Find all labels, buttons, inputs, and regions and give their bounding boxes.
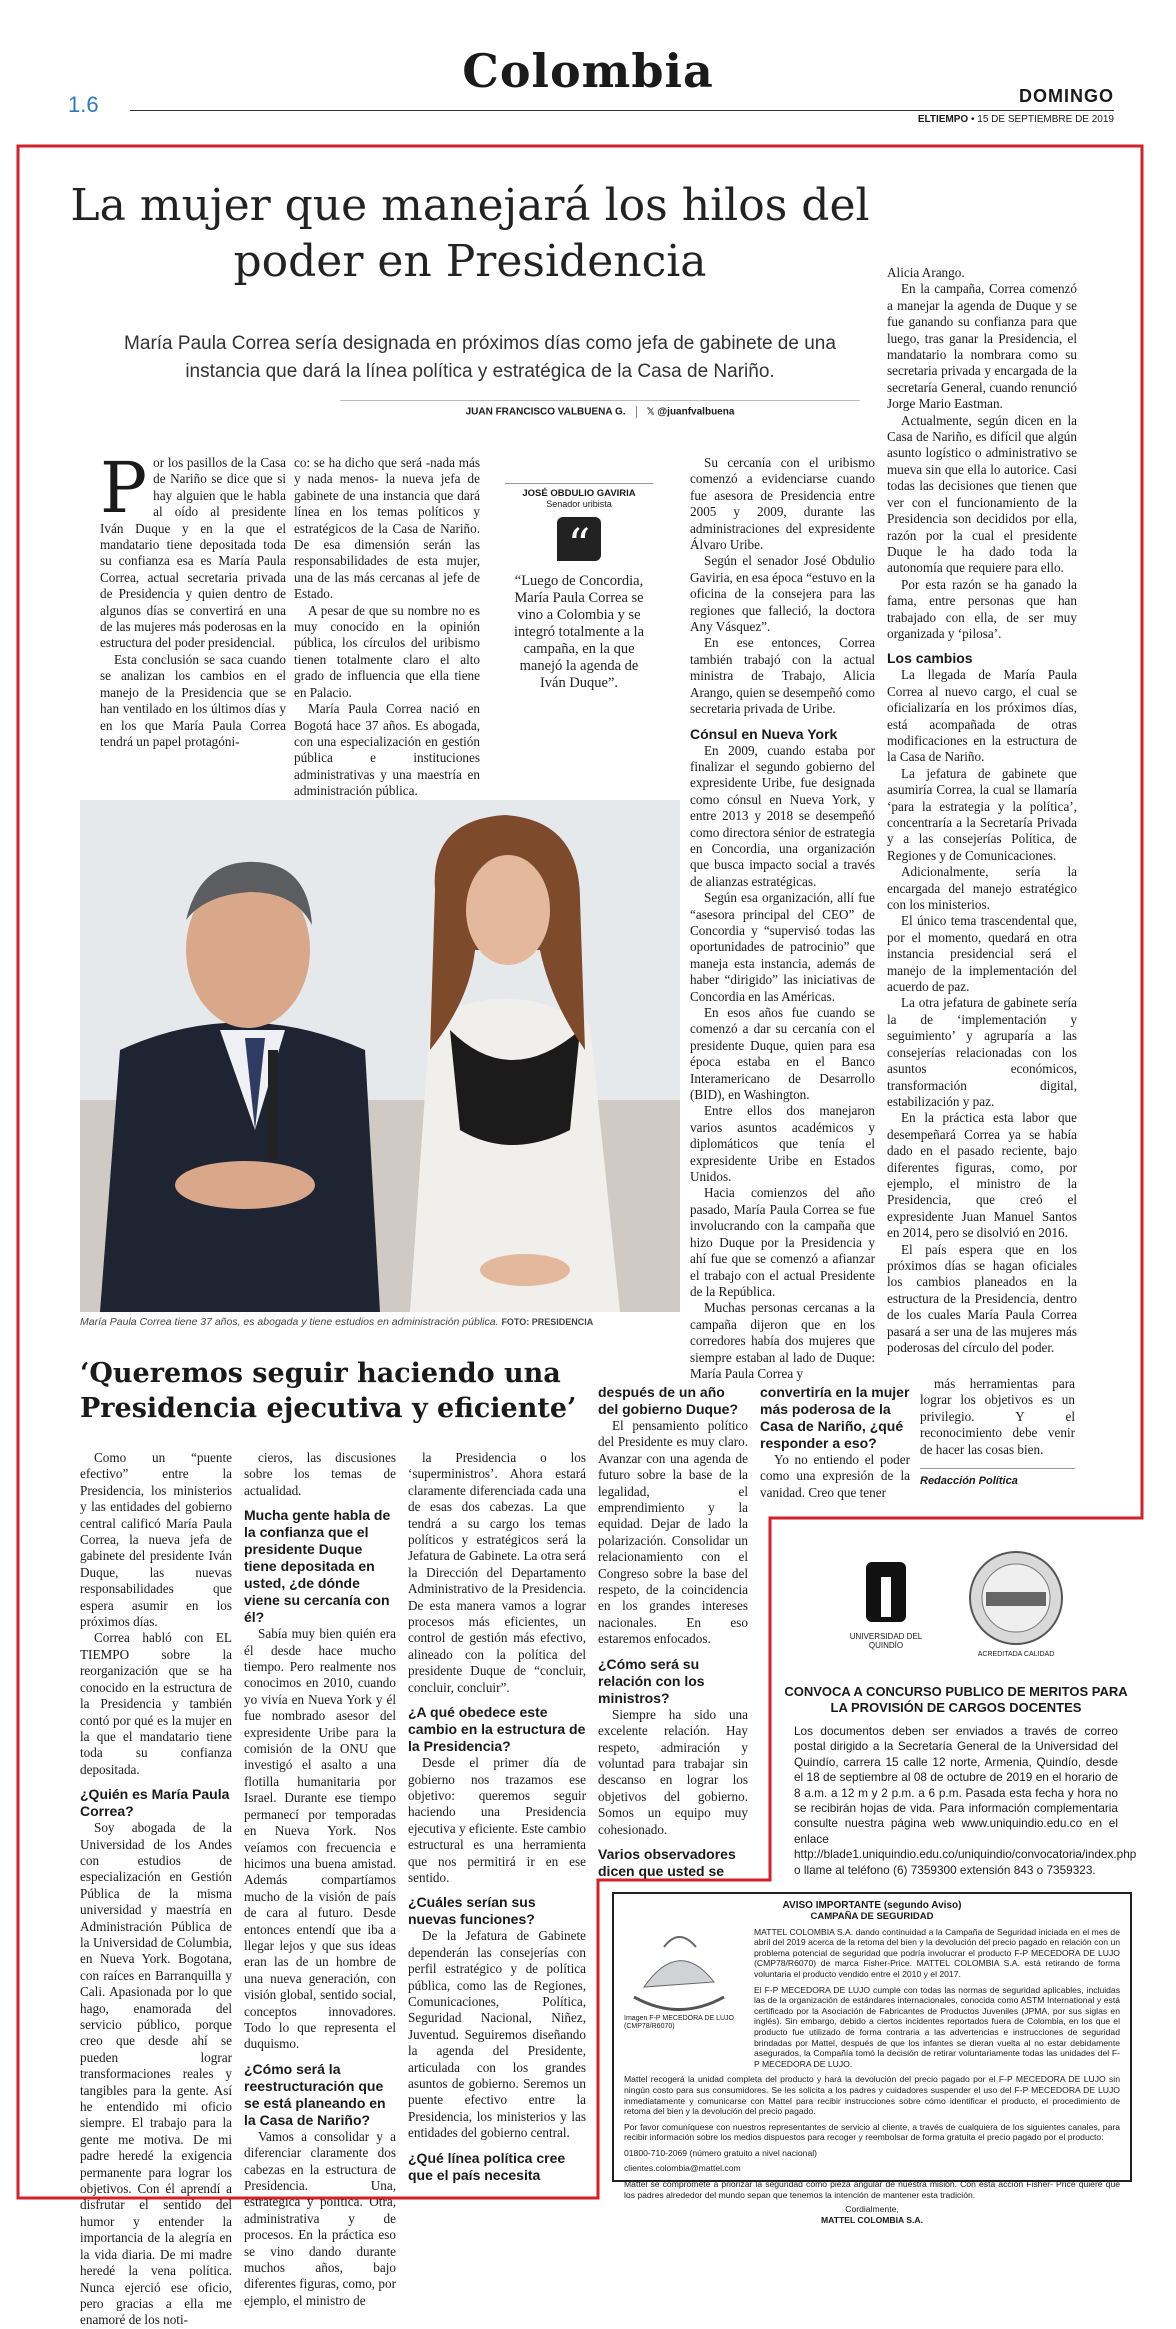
header-rule: [130, 110, 1114, 111]
interview-title: ‘Queremos seguir haciendo una Presidencia ejecutiva y eficiente’: [80, 1358, 577, 1424]
paragraph: Su cercanía con el uribismo comenzó a evidenciarse cuando fue asesora de Presidencia entre 2005 y 2009, durante las administraciones del expresidente Álvaro Uribe.: [690, 455, 875, 553]
byline-rule: [340, 400, 860, 401]
article-column-4: [887, 265, 1077, 1455]
interview-question: ¿Cómo será la reestructuración que se está planeando en la Casa de Nariño?: [244, 2060, 386, 2128]
interview-paragraph: De la Jefatura de Gabinete dependerán las consejerías con perfil estratégico y de política pública, como las de Regiones, Comunicaciones, Política, Seguridad Nacional, Niñez, Juventud. Seguiremos diseñando la agenda del Presidente, articulada con los grandes asuntos de gobierno. Seremos un puente efectivo entre la Presidencia, los ministerios y las entidades del gobierno central.: [408, 1928, 586, 2141]
interview-question: Mucha gente habla de la confianza que el presidente Duque tiene depositada en usted, ¿de dónde viene su cercanía con él?: [244, 1507, 391, 1626]
notice-title: AVISO IMPORTANTE (segundo Aviso): [782, 1900, 962, 1911]
article-column-3: [690, 455, 875, 1455]
interview-question: ¿Qué línea política cree que el país necesita: [408, 2149, 566, 2183]
interview-question: Varios observadores dicen que usted se: [598, 1845, 736, 1879]
interview-question: ¿Cuáles serían sus nuevas funciones?: [408, 1894, 536, 1928]
interview-paragraph: la Presidencia o los ‘superministros’. Ahora estará claramente diferenciada cada una de esas dos cabezas. La que tendrá a su cargo los temas políticos y estratégicos será la Jefatura de Gabinete. La otra será la Dirección del Departamento Administrativo de la Presidencia. De esta manera vamos a lograr procesos más eficientes, un control de gestión más efectivo, alineado con la política del presidente Duque de “concluir, concluir, concluir”.: [408, 1450, 586, 1695]
notice-paragraph: MATTEL COLOMBIA S.A. dando continuidad a la Campaña de Seguridad iniciada en el mes de abril del 2019 acerca de la retoma del bien y la devolución del precio pagado en relación con un problema potencial de seguridad que podría involucrar el producto F-P MECEDORA DE LUJO (CMP78/R6070) de marca Fisher-Price. MATTEL COLOMBIA S.A. está retirando de forma voluntaria el producto vendido entre el 2010 y el 2017.: [754, 1926, 1120, 1979]
paragraph: En 2009, cuando estaba por finalizar el segundo gobierno del expresidente Uribe, fue designada como cónsul en Nueva York, y entre 2013 y 2018 se desempeñó como directora sénior de estrategia en Concordia, una organización que busca impacto social a través de alianzas estratégicas.: [690, 742, 875, 889]
mattel-recall-notice: [612, 1892, 1132, 2225]
article-photo: [80, 800, 680, 1312]
photo-illustration: [80, 800, 680, 1312]
twitter-icon: 𝕏: [646, 406, 655, 418]
notice-subtitle: CAMPAÑA DE SEGURIDAD: [810, 1911, 934, 1922]
seal-text: ACREDITADA CALIDAD: [977, 1651, 1055, 1658]
dropcap: P: [100, 447, 148, 529]
interview-paragraph: Soy abogada de la Universidad de los Andes con estudios de especialización en Gestión Pública de la misma universidad y maestría en Administración Pública de la Universidad de Columbia, en Nueva York. Bogotana, con raíces en Barranquilla y Cali. Apasionada por lo que hago, enamorada del servicio público, porque creo que desde ahí se pueden lograr transformaciones reales y tangibles para la gente. Así he entendido mi oficio siempre. El trabajo para la gente me motiva. De mi padre heredé la exigencia permanente para lograr los objetivos. Con él aprendí a disfrutar el sentido del humor y entender la importancia de la alegría en la vida diaria. De mi madre heredé la vena política. Nunca ejerció ese oficio, pero gracias a ella me enamoré de los noti-: [80, 1820, 232, 2328]
interview-question: ¿A qué obedece este cambio en la estructura de la Presidencia?: [408, 1704, 586, 1755]
notice-email: clientes.colombia@mattel.com: [624, 2163, 741, 2174]
quote-text: “Luego de Concordia, María Paula Correa se vino a Colombia y se integró totalmente a la campaña, en la que manejó la agenda de Iván Duque”.: [513, 573, 645, 691]
university-ad: [780, 1528, 1137, 1886]
interview-column-1: [80, 1450, 232, 2328]
paragraph: Actualmente, según dicen en la Casa de Nariño, es difícil que algún asunto logístico o administrativo se mueva sin que ella lo autorice. Casi todas las decisiones que tienen que ver con el funcionamiento de la Presidencia son decididos por ella, razón por la cual el presidente Duque le ha dado toda la autonomía que requiere para ello.: [887, 412, 1077, 576]
paragraph: Por esta razón se ha ganado la fama, entre personas que han trabajado con ella, de ser muy organizada y ‘pilosa’.: [887, 576, 1077, 641]
publication-date: 15 DE SEPTIEMBRE DE 2019: [977, 114, 1114, 125]
article-column-1: [100, 447, 286, 795]
publication-date-line: ELTIEMPO • 15 DE SEPTIEMBRE DE 2019: [917, 114, 1114, 125]
notice-paragraph: El F-P MECEDORA DE LUJO cumple con todas las normas de seguridad aplicables, incluidas las de la organización de estándares internacionales, conocida como ASTM International y está certificado por la Asociación de Fabricantes de Productos Juveniles (JPMA, por sus siglas en inglés). Sin embargo, debido a ciertos incidentes reportados fuera de Colombia, en los que el producto fue utilizado de forma contraria a las advertencias e instrucciones de seguridad brindadas por Mattel, después de que los infantes se dieran vuelta al no estar debidamente asegurados, la Compañía tomó la decisión de retirar voluntariamente todas las unidades del F-P MECEDORA DE LUJO.: [754, 1984, 1120, 2069]
paragraph: En la campaña, Correa comenzó a manejar la agenda de Duque y se fue ganando su confianza para que luego, tras ganar la Presidencia, el mandatario la nombrara como su secretaria privada y encargada de la secretaría General, cuando renunció Jorge Mario Eastman.: [887, 281, 1077, 412]
interview-paragraph: Yo no entiendo el poder como una expresión de la vanidad. Creo que tener: [760, 1452, 910, 1500]
paragraph: Esta conclusión se saca cuando se analizan los cambios en el manejo de la Presidencia que se han ventilado en los últimos días y en los que María Paula Correa tendrá un papel protagóni-: [100, 651, 286, 749]
product-image-caption: Imagen F-P MECEDORA DE LUJO (CMP78/R6070): [624, 2015, 734, 2031]
paragraph: Entre ellos dos manejaron varios asuntos académicos y diplomáticos que tenía el expresidente Uribe en Estados Unidos.: [690, 1103, 875, 1185]
subhead: Cónsul en Nueva York: [690, 725, 838, 742]
paragraph: La otra jefatura de gabinete sería la de ‘implementación y seguimiento’ y agruparía a las consejerías relacionadas con los asuntos económicos, transformación digital, estabilización y paz.: [887, 995, 1077, 1109]
interview-column-5: [760, 1376, 910, 1526]
paragraph: El país espera que en los próximos días se hagan oficiales los cambios planeados en la estructura de la Presidencia, dentro de los cuales María Paula Correa pasará a ser una de las mujeres más poderosas del círculo del poder.: [887, 1241, 1077, 1355]
paragraph: Según esa organización, allí fue “asesora principal del CEO” de Concordia y “supervisó todas las oportunidades de patrocinio” que maneja esta instancia, además de haber “dirigido” las iniciativas de Concordia en las Américas.: [690, 890, 875, 1004]
notice-top-row: [624, 1927, 1120, 2070]
interview-paragraph: más herramientas para lograr los objetivos es un privilegio. Y el reconocimiento debe venir de hacer las cosas bien.: [920, 1376, 1075, 1457]
interview-question: ¿Quién es María Paula Correa?: [80, 1786, 230, 1820]
quote-mark-icon: “: [557, 517, 601, 561]
publication-name: ELTIEMPO: [917, 114, 969, 125]
seal-icon: [966, 1548, 1066, 1648]
university-logo: [846, 1557, 926, 1650]
paragraph: La jefatura de gabinete que asumiría Correa, la cual se llamaría ‘para la estrategia y la política’, concentraría a la Secretaría Privada y a las consejerías Política, de Regiones y de Comunicaciones.: [887, 765, 1077, 863]
notice-closing: Cordialmente,: [845, 2204, 899, 2215]
interview-column-3: [408, 1450, 586, 2190]
paragraph: A pesar de que su nombre no es muy conocido en la opinión pública, los círculos del uribismo tienen totalmente claro el alto grado de influencia que ella tiene en Palacio.: [294, 602, 480, 700]
ad-title: CONVOCA A CONCURSO PUBLICO DE MERITOS PARA LA PROVISIÓN DE CARGOS DOCENTES: [784, 1684, 1128, 1715]
product-image-block: [624, 1927, 744, 2070]
interview-signature: Redacción Política: [920, 1468, 1075, 1489]
paragraph: Alicia Arango.: [887, 265, 965, 280]
paragraph: Hacia comienzos del año pasado, María Paula Correa se fue involucrando con la campaña que hizo Duque por la Presidencia y ahí fue que se comenzó a afianzar el trabajo con el actual Presidente de la República.: [690, 1185, 875, 1299]
article-column-2: [294, 455, 480, 799]
quote-author-role: Senador uribista: [546, 499, 612, 509]
photo-credit: FOTO: PRESIDENCIA: [501, 1317, 594, 1327]
interview-question: ¿Cómo será su relación con los ministros?: [598, 1655, 705, 1706]
accreditation-seal: [966, 1548, 1066, 1658]
interview-paragraph: El pensamiento político del Presidente es muy claro. Avanzar con una agenda de futuro sobre la base de la legalidad, el emprendimiento y la equidad. Dejar de lado la polarización. Consolidar un relacionamiento con el Congreso sobre la base del respeto, de la coincidencia en los grandes intereses nacionales. En eso estaremos enfocados.: [598, 1418, 748, 1647]
interview-question: después de un año del gobierno Duque?: [598, 1384, 738, 1417]
byline: [340, 406, 860, 418]
article-deck: María Paula Correa sería designada en próximos días como jefa de gabinete de una instancia que dará la línea política y estratégica de la Casa de Nariño.: [124, 333, 836, 382]
paragraph: Muchas personas cercanas a la campaña dijeron que en los corredores había dos mujeres que siempre estaban al lado de Duque: María Paula Correa y: [690, 1300, 875, 1381]
interview-paragraph: Como un “puente efectivo” entre la Presidencia, los ministerios y las entidades del gobierno central calificó María Paula Correa, la nueva jefa de gabinete del presidente Iván Duque, las nuevas responsabilidades que espera asumir en los próximos días.: [80, 1450, 232, 1630]
notice-paragraph: Por favor comuníquese con nuestros representantes de servicio al cliente, a través de cualquiera de los siguientes canales, para recibir información sobre los medios dispuestos para recoger y reembolsar de forma gratuita el precio pagado por el producto:: [624, 2121, 1120, 2143]
author-name: JUAN FRANCISCO VALBUENA G.: [465, 406, 626, 418]
notice-paragraph: Mattel recogerá la unidad completa del producto y hará la devolución del precio pagado por el F-P MECEDORA DE LUJO sin ningún costo para sus consumidores. Se les solicita a los padres y cuidadores suspender el uso del F-P MECEDORA DE LUJO inmediatamente y comunicarse con Mattel para recibir instrucciones sobre cómo identificar el producto, el procedimiento de retoma del bien y la devolución del precio pagado.: [624, 2074, 1120, 2117]
subhead: Los cambios: [887, 650, 973, 667]
ad-body: Los documentos deben ser enviados a través de correo postal dirigido a la Secretaría General de la Universidad del Quindío, carrera 15 calle 12 norte, Armenia, Quindío, desde el 18 de septiembre al 08 de octubre de 2019 en el horario de 8 a.m. a 12 m y 2 p.m. a 6 p.m. Pasada esta fecha y hora no se recibirán hojas de vida. Para información complementaria consulte nuestra página web www.uniquindio.edu.co en el enlace http://blade1.uniquindio.edu.co/uniquindio/convocatoria/index.php o llame al teléfono (6) 7359300 extensión 843 o 7359323.: [794, 1724, 1137, 1877]
interview-paragraph: Sabía muy bien quién era él desde hace mucho tiempo. Pero realmente nos conocimos en 2010, cuando yo vivía en Nueva York y él fue nombrado asesor del expresidente Uribe para la comisión de la ONU que investigó el asalto a una flotilla humanitaria por Israel. Durante ese tiempo permanecí por temporadas en Nueva York. Nos veíamos con frecuencia e hicimos una buena amistad. Además compartíamos mucho de la visión de país de cara al futuro. Desde entonces entendí que iba a llegar lejos y que sus ideas eran las de un hombre de una nueva generación, con visión global, sentido social, conceptos innovadores. Todo lo que representa el duquismo.: [244, 1626, 396, 2052]
interview-paragraph: cieros, las discusiones sobre los temas de actualidad.: [244, 1450, 396, 1498]
paragraph: Según el senador José Obdulio Gaviria, en esa época “estuvo en la oficina de la consejera para las regiones que falleció, la doctora Any Vásquez”.: [690, 553, 875, 635]
notice-intro: [754, 1927, 1120, 2070]
interview-paragraph: Correa habló con EL TIEMPO sobre la reorganización que se ha conocido en la estructura de la Presidencia y también contó por qué es la mujer en la que el mandatario tiene toda su confianza depositada.: [80, 1630, 232, 1777]
university-logo-icon: [861, 1557, 911, 1627]
notice-phone: 01800-710-2069 (número gratuito a nivel nacional): [624, 2147, 818, 2158]
paragraph: María Paula Correa nació en Bogotá hace 37 años. Es abogada, con una especialización en gestión pública e instituciones administrativas y una maestría en administración pública.: [294, 701, 480, 799]
paragraph: En ese entonces, Correa también trabajó con la actual ministra de Trabajo, Alicia Arango, quien se desempeñó como secretaria privada de Uribe.: [690, 635, 875, 717]
interview-paragraph: Siempre ha sido una excelente relación. Hay respeto, admiración y voluntad para trabajar sin descanso en lograr los objetivos del gobierno. Somos un equipo muy cohesionado.: [598, 1706, 748, 1837]
ad-logos: [780, 1528, 1132, 1678]
photo-caption: [80, 1316, 680, 1328]
section-title: Colombia: [462, 44, 714, 98]
day-label: DOMINGO: [1019, 86, 1114, 106]
paragraph: co: se ha dicho que será -nada más y nada menos- la nueva jefa de gabinete de una instancia que dará línea en los temas políticos y estratégicos de la Casa de Nariño. De esa dimensión serán las responsabilidades de esta mujer, una de las más cercanas al jefe de Estado.: [294, 455, 480, 602]
interview-question: convertiría en la mujer más poderosa de la Casa de Nariño, ¿qué responder a eso?: [760, 1384, 910, 1451]
pull-quote: [505, 483, 653, 692]
paragraph: Adicionalmente, sería la encargada del manejo estratégico con los ministerios.: [887, 864, 1077, 913]
paragraph: La llegada de María Paula Correa al nuevo cargo, el cual se oficializaría en los próximos días, está acompañada de otras modificaciones en la estructura de la Casa de Nariño.: [887, 667, 1077, 765]
author-twitter: @juanfvalbuena: [657, 406, 735, 418]
university-logo-text: UNIVERSIDAD DEL QUINDÍO: [849, 1631, 923, 1650]
caption-text: María Paula Correa tiene 37 años, es abogada y tiene estudios en administración pública.: [80, 1316, 499, 1328]
page-number: 1.6: [68, 92, 99, 117]
interview-column-2: [244, 1450, 396, 2308]
article-headline: La mujer que manejará los hilos del poder en Presidencia: [70, 180, 870, 287]
rocker-image: [624, 1927, 734, 2013]
paragraph: En esos años fue cuando se comenzó a dar su cercanía con el presidente Duque, quien para esa época estaba en el Banco Interamericano de Desarrollo (BID), en Washington.: [690, 1005, 875, 1103]
paragraph: or los pasillos de la Casa de Nariño se dice que si hay alguien que le habla al oído al presidente Iván Duque y en la que el mandatario tiene depositada toda su confianza esa es María Paula Correa, actual secretaria privada de Presidencia y quien dentro de algunos días se convertirá en una de las mujeres más poderosas en la estructura del poder presidencial.: [100, 455, 286, 651]
notice-company: MATTEL COLOMBIA S.A.: [820, 2214, 923, 2225]
interview-column-4: [598, 1376, 748, 1879]
paragraph: En la práctica esta labor que desempeñará Correa ya se había dado en el pasado reciente, bajo diferentes figuras, como, por ejemplo, el ministro de la Presidencia, que creó el expresidente Juan Manuel Santos en 2014, pero se disolvió en 2016.: [887, 1110, 1077, 1241]
paragraph: El único tema trascendental que, por el momento, quedará en otra instancia presidencial será el manejo de la implementación del acuerdo de paz.: [887, 913, 1077, 995]
interview-paragraph: Vamos a consolidar y a diferenciar claramente dos cabezas en la estructura de Presidencia. Una, estratégica y política. Otra, administrativa y de procesos. En la práctica eso se vino dando durante muchos años, bajo diferentes figuras, como, por ejemplo, el ministro de: [244, 2128, 396, 2308]
notice-paragraph: Mattel se compromete a priorizar la seguridad como pieza angular de nuestra misión. Con esta acción Fisher- Price quiere que los padres alrededor del mundo sepan que tenemos la intención de mantener esta tradición.: [624, 2179, 1120, 2200]
interview-column-6: [920, 1376, 1075, 1526]
interview-paragraph: Desde el primer día de gobierno nos trazamos ese objetivo: queremos seguir haciendo una Presidencia ejecutiva y eficiente. Este cambio estructural es una herramienta que nos permitirá ir en ese sentido.: [408, 1755, 586, 1885]
quote-author: JOSÉ OBDULIO GAVIRIA: [505, 483, 653, 499]
